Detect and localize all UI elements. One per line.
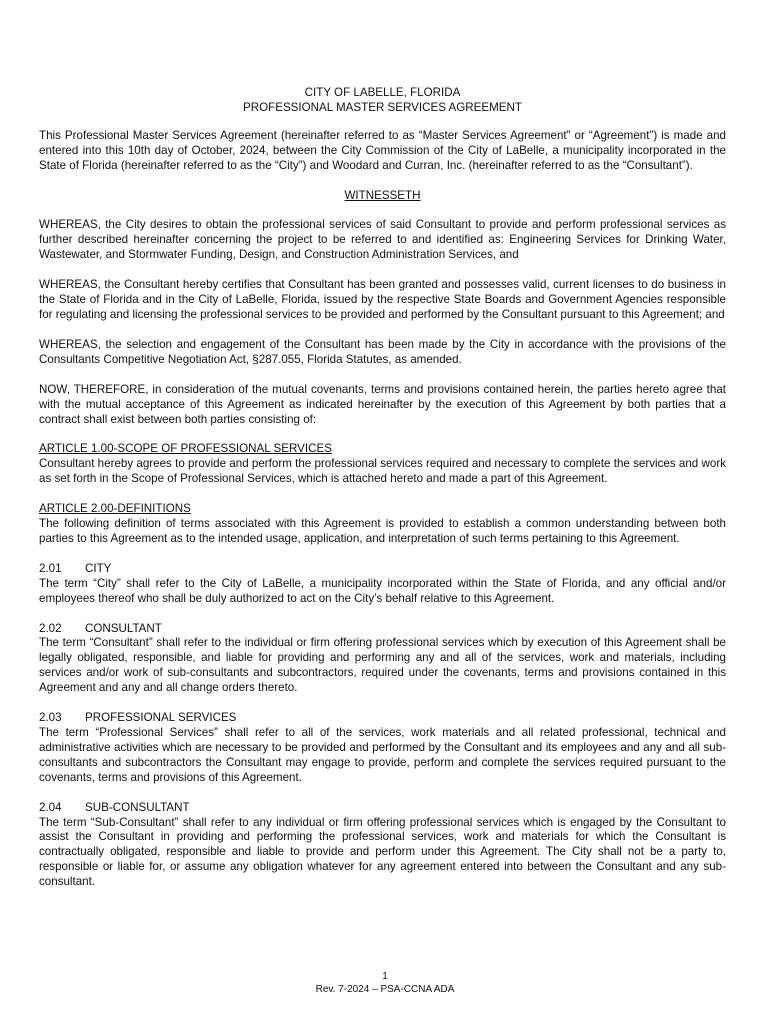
whereas-paragraph-1: WHEREAS, the City desires to obtain the professional services of said Consultant to provide and perform professional services as further described hereinafter concerning the project to be referred to and identified as: Engineering Services for Drinking Water, Wastewater, and Stormwater Funding, Design, and Construction Administration Services, and [39, 218, 726, 262]
witnesseth-heading: WITNESSETH [344, 188, 421, 202]
definition-term: SUB-CONSULTANT [85, 800, 190, 814]
document-title-line-2: PROFESSIONAL MASTER SERVICES AGREEMENT [243, 100, 522, 114]
article-1-section [39, 442, 726, 487]
article-2-body: The following definition of terms associated with this Agreement is provided to establish a common understanding between both parties to this Agreement as to the intended usage, application, and interpretation of such terms pertaining to this Agreement. [39, 517, 726, 545]
definition-body: The term “Sub-Consultant” shall refer to any individual or firm offering professional services which is engaged by the Consultant to assist the Consultant in providing and performing the professional services, work and materials for which the Consultant is contractually obligated, responsible and liable to provide and perform under this Agreement. The City shall not be a party to, responsible or liable for, or assume any obligation whatever for any agreement entered into between the Consultant and any sub-consultant. [39, 815, 726, 889]
definition-body: The term “Consultant” shall refer to the individual or firm offering professional services which by execution of this Agreement shall be legally obligated, responsible, and liable for providing and performing any and all of the services, work and materials, including services and/or work of sub-consultants and subcontractors, required under the covenants, terms and provisions contained in this Agreement and any and all change orders thereto. [39, 636, 726, 695]
definition-number: 2.01 [39, 561, 62, 575]
definition-term: CITY [85, 561, 112, 575]
revision-label: Rev. 7-2024 – PSA-CCNA ADA [315, 983, 455, 995]
definition-number: 2.04 [39, 800, 62, 814]
page-number: 1 [382, 971, 388, 982]
whereas-paragraph-2: WHEREAS, the Consultant hereby certifies that Consultant has been granted and possesses valid, current licenses to do business in the State of Florida and in the City of LaBelle, Florida, issued by the respective State Boards and Government Agencies responsible for regulating and licensing the professional services to be provided and performed by the Consultant pursuant to this Agreement; and [39, 278, 726, 321]
definition-body: The term “City” shall refer to the City of LaBelle, a municipality incorporated within the State of Florida, and any official and/or employees thereof who shall be duly authorized to act on the City’s behalf relative to this Agreement. [39, 576, 726, 605]
definition-term: PROFESSIONAL SERVICES [85, 711, 237, 725]
whereas-paragraph-3: WHEREAS, the selection and engagement of the Consultant has been made by the City in accordance with the provisions of the Consultants Competitive Negotiation Act, §287.055, Florida Statutes, as amended. [39, 337, 726, 366]
article-2-section [39, 502, 726, 547]
page-footer [0, 971, 770, 996]
definition-number: 2.03 [39, 711, 62, 725]
definition-body: The term “Professional Services” shall refer to all of the services, work materials and all related professional, technical and administrative activities which are necessary to be provided and performed by the Consultant and its employees and any and all sub-consultants and subcontractors the Consultant may engage to provide, perform and complete the services required pursuant to the covenants, terms and provisions of this Agreement. [39, 726, 726, 784]
definition-term: CONSULTANT [85, 621, 162, 635]
definition-2-02 [39, 622, 726, 697]
article-2-heading: ARTICLE 2.00-DEFINITIONS [39, 502, 191, 516]
definition-2-01 [39, 562, 726, 607]
definition-2-03 [39, 711, 726, 786]
document-title-line-1: CITY OF LABELLE, FLORIDA [304, 86, 461, 99]
intro-paragraph: This Professional Master Services Agreement (hereinafter referred to as “Master Services Agreement” or “Agreement”) is made and entered into this 10th day of October, 2024, between the City Commission of the City of LaBelle, a municipality incorporated in the State of Florida (hereinafter referred to as the “City”) and Woodard and Curran, Inc. (hereinafter referred to as the “Consultant”). [39, 128, 726, 172]
definition-2-04 [39, 801, 726, 890]
definition-number: 2.02 [39, 621, 62, 635]
article-1-body: Consultant hereby agrees to provide and perform the professional services required and necessary to complete the services and work as set forth in the Scope of Professional Services, which is attached hereto and made a part of this Agreement. [39, 457, 726, 486]
now-therefore-paragraph: NOW, THEREFORE, in consideration of the mutual covenants, terms and provisions contained herein, the parties hereto agree that with the mutual acceptance of this Agreement as indicated hereinafter by the execution of this Agreement by both parties that a contract shall exist between both parties consisting of: [39, 382, 726, 426]
article-1-heading: ARTICLE 1.00-SCOPE OF PROFESSIONAL SERVICES [39, 442, 332, 456]
